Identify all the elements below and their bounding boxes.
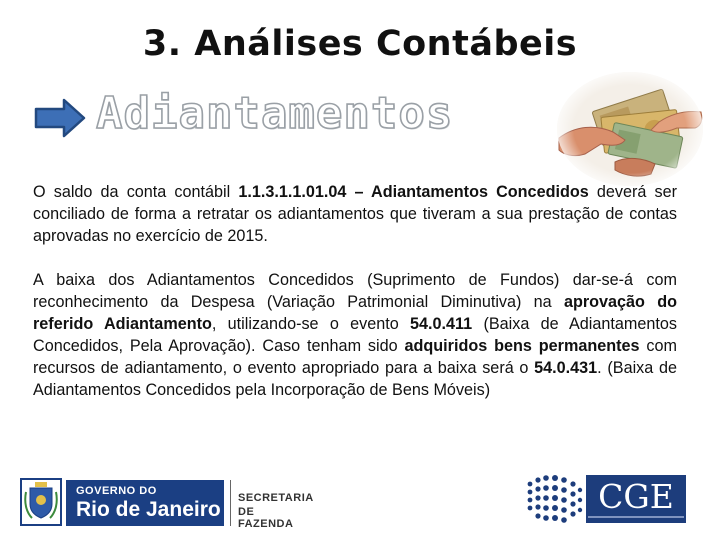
slide-title: 3. Análises Contábeis	[142, 24, 578, 64]
text-run: , utilizando-se o evento	[211, 315, 411, 333]
bold-text-run: 54.0.431	[534, 359, 598, 377]
paragraph-advance-settlement	[33, 269, 677, 401]
slide-content	[33, 181, 677, 423]
text-run: O saldo da conta contábil	[33, 183, 239, 201]
bold-text-run: adquiridos bens permanentes	[404, 337, 640, 355]
right-arrow-icon	[34, 98, 86, 138]
text-run: . (Baixa de Adiantamentos Concedidos pela Incorporação de Bens Móveis)	[33, 359, 677, 399]
paragraph-account-balance	[33, 181, 677, 247]
cge-logo-underline	[588, 516, 684, 518]
secretaria-line2: DE FAZENDA	[238, 506, 294, 530]
text-run: com recursos de adiantamento, o evento apropriado para a baixa será o	[33, 337, 677, 377]
rj-government-logo	[20, 478, 314, 530]
text-run: A baixa dos Adiantamentos Concedidos (Suprimento de Fundos) dar-se-á com reconhecimento da Despesa (Variação Patrimonial Diminutiva) na	[33, 271, 677, 311]
bold-text-run: 1.1.3.1.1.01.04 – Adiantamentos Concedidos	[238, 183, 589, 201]
text-run: (Baixa de Adiantamentos Concedidos, Pela Aprovação). Caso tenham sido	[33, 315, 677, 355]
cge-logo-text: CGE	[598, 477, 674, 516]
rj-crest-icon	[20, 478, 62, 526]
bold-text-run: 54.0.411	[410, 315, 473, 333]
rj-logo-line1: GOVERNO DO	[76, 485, 157, 497]
cge-dots-icon	[524, 472, 584, 530]
cge-logo	[524, 472, 690, 530]
money-hands-photo	[555, 70, 705, 188]
secretaria-line1: SECRETARIA	[238, 492, 314, 504]
section-subtitle: Adiantamentos	[96, 88, 454, 139]
rj-logo-line2: Rio de Janeiro	[76, 498, 221, 521]
bold-text-run: aprovação do referido Adiantamento	[33, 293, 677, 333]
rj-logo-divider	[230, 480, 231, 526]
text-run: deverá ser conciliado de forma a retratar os adiantamentos que tiveram a sua prestação de contas aprovadas no exercício de 2015.	[33, 183, 677, 245]
